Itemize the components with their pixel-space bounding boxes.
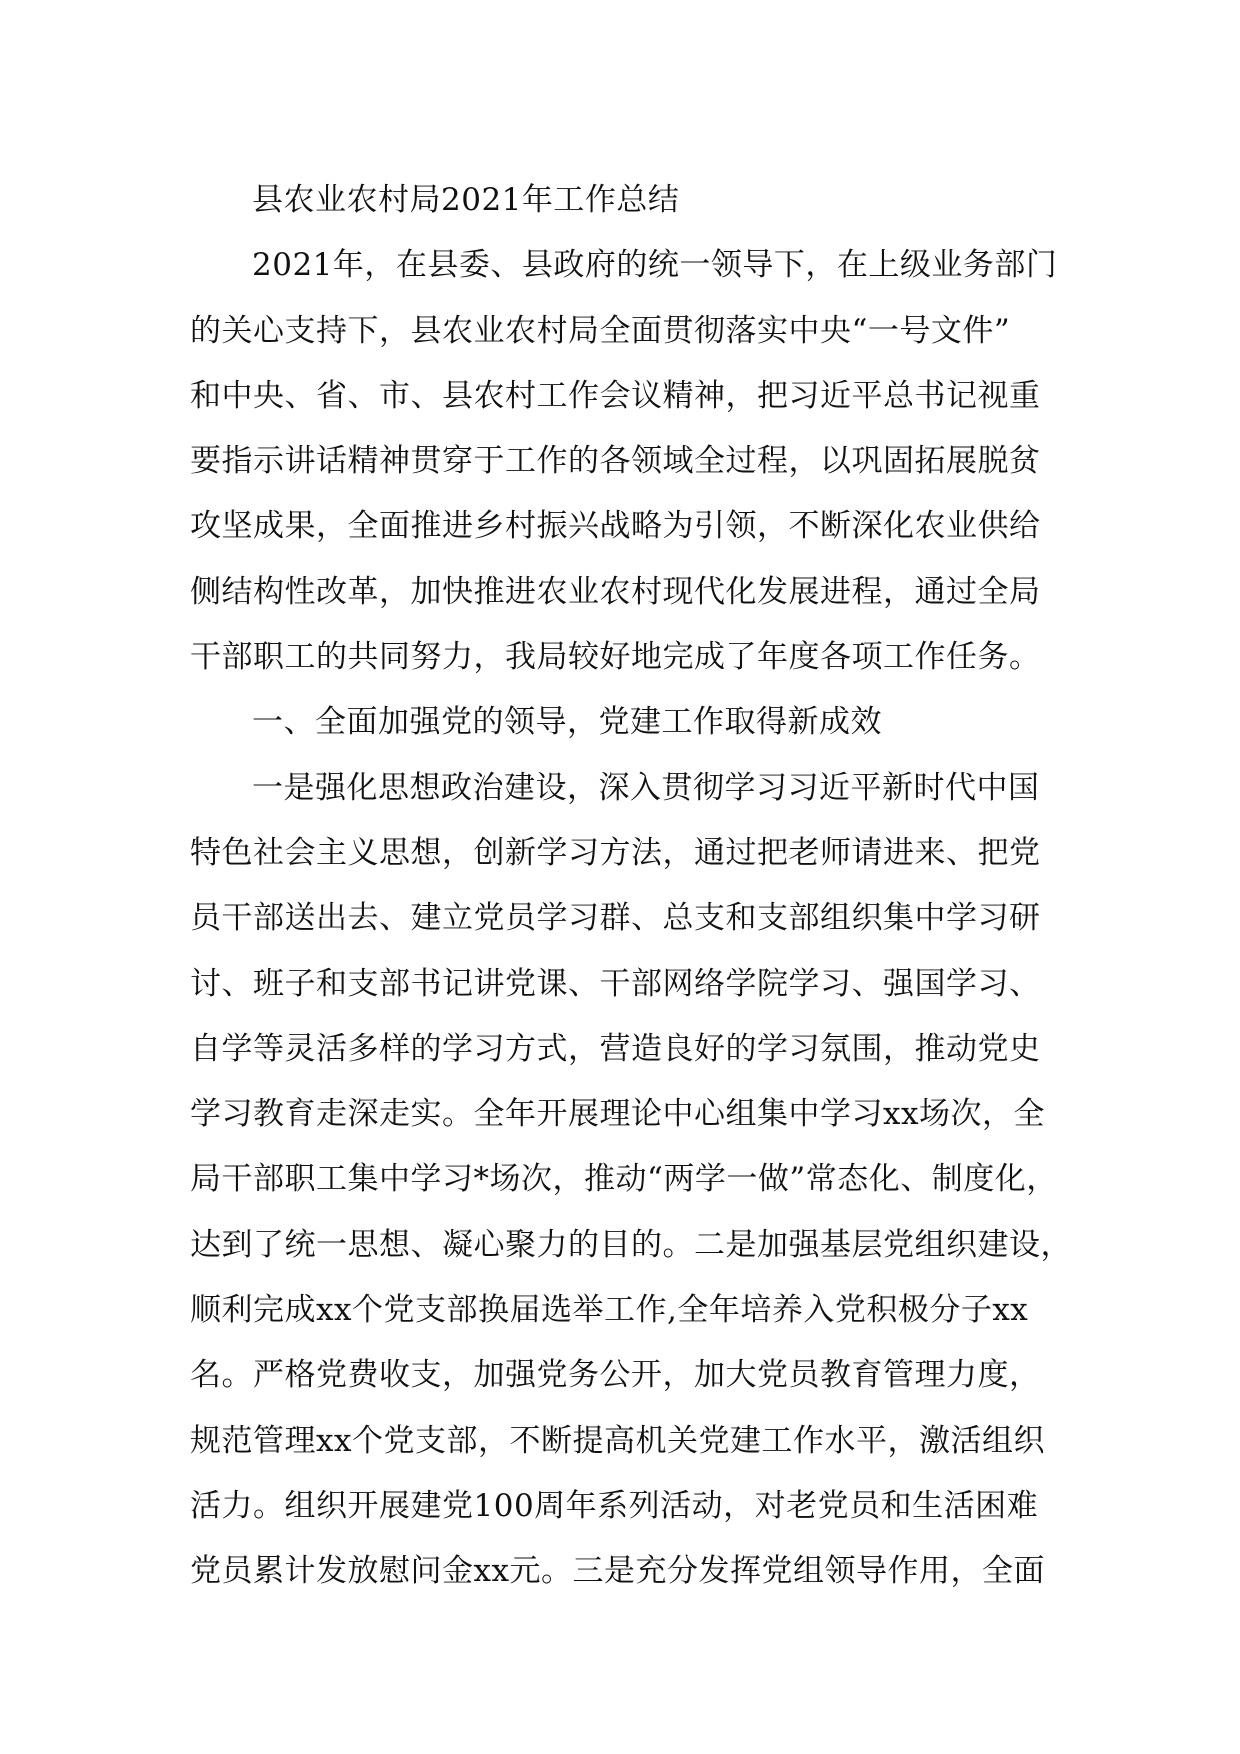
paragraph-line: 的关心支持下，县农业农村局全面贯彻落实中央“一号文件” [190, 312, 1011, 349]
paragraph-line: 一是强化思想政治建设，深入贯彻学习习近平新时代中国 [252, 769, 1040, 806]
document-title: 县农业农村局2021年工作总结 [252, 182, 680, 218]
paragraph-line: 攻坚成果，全面推进乡村振兴战略为引领，不断深化农业供给 [190, 508, 1041, 545]
paragraph-line: 员干部送出去、建立党员学习群、总支和支部组织集中学习研 [190, 900, 1041, 937]
paragraph-line: 党员累计发放慰问金xx元。三是充分发挥党组领导作用，全面 [190, 1553, 1045, 1590]
paragraph-line: 达到了统一思想、凝心聚力的目的。二是加强基层党组织建设， [190, 1226, 1072, 1263]
section-heading-text: 一、全面加强党的领导，党建工作取得新成效 [252, 704, 882, 741]
paragraph-line: 顺利完成xx个党支部换届选举工作,全年培养入党积极分子xx [190, 1292, 1029, 1329]
paragraph-line: 讨、班子和支部书记讲党课、干部网络学院学习、强国学习、 [190, 965, 1041, 1002]
paragraph-line: 自学等灵活多样的学习方式，营造良好的学习氛围，推动党史 [190, 1030, 1041, 1067]
paragraph-line: 干部职工的共同努力，我局较好地完成了年度各项工作任务。 [190, 639, 1041, 676]
paragraph-line: 侧结构性改革，加快推进农业农村现代化发展进程，通过全局 [190, 573, 1041, 610]
paragraph-line: 要指示讲话精神贯穿于工作的各领域全过程，以巩固拓展脱贫 [190, 443, 1041, 480]
paragraph-intro [190, 233, 1090, 690]
paragraph-line: 活力。组织开展建党100周年系列活动，对老党员和生活困难 [190, 1487, 1039, 1524]
paragraph-line: 学习教育走深走实。全年开展理论中心组集中学习xx场次，全 [190, 1096, 1045, 1133]
paragraph-line: 局干部职工集中学习*场次，推动“两学一做”常态化、制度化， [190, 1161, 1058, 1198]
paragraph-party-building [190, 756, 1090, 1605]
paragraph-line: 名。严格党费收支，加强党务公开，加大党员教育管理力度， [190, 1357, 1041, 1394]
document-body [190, 168, 1090, 1605]
section-heading [190, 690, 1090, 755]
paragraph-line: 和中央、省、市、县农村工作会议精神，把习近平总书记视重 [190, 377, 1041, 414]
paragraph-line: 规范管理xx个党支部，不断提高机关党建工作水平，激活组织 [190, 1422, 1045, 1459]
paragraph-line: 特色社会主义思想，创新学习方法，通过把老师请进来、把党 [190, 834, 1041, 871]
paragraph-line: 2021年，在县委、县政府的统一领导下，在上级业务部门 [252, 247, 1058, 284]
